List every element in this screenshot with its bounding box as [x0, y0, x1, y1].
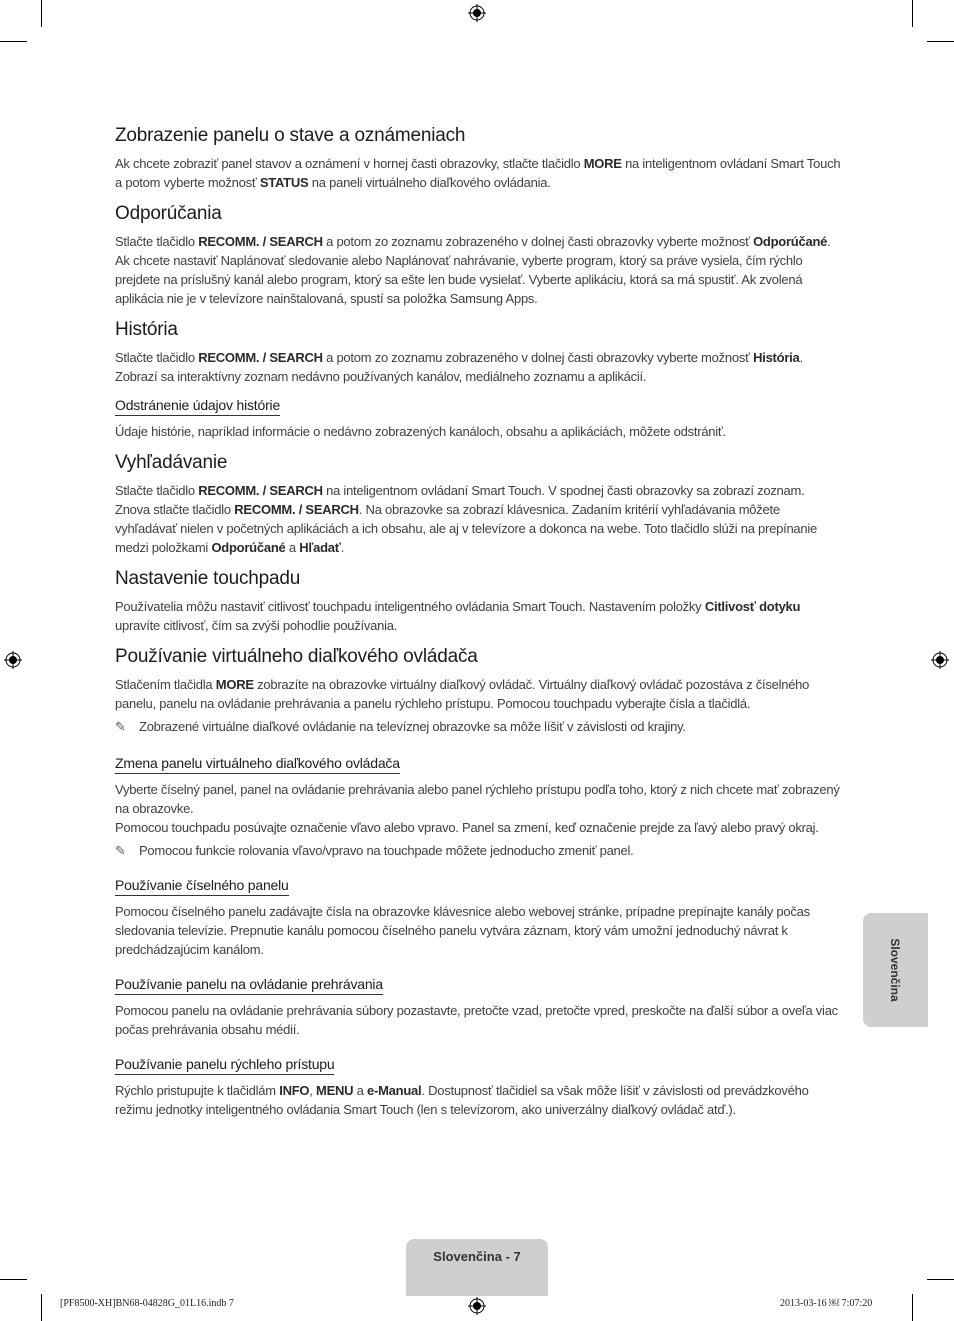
text-run: Stlačením tlačidla	[115, 677, 216, 692]
text-run: zobrazíte na obrazovke virtuálny diaľkový ovládač. Virtuálny diaľkový ovládač pozostáva z číselného panelu, panelu na ovládanie prehrávania a panelu rýchleho prístupu. Pomocou touchpadu vyberajte čísla a tlačidlá.	[115, 677, 810, 711]
key-more: MORE	[583, 156, 622, 171]
key-recomm-search: RECOMM. / SEARCH	[198, 234, 323, 249]
key-info: INFO	[279, 1083, 310, 1098]
key-recomm-search: RECOMM. / SEARCH	[198, 350, 323, 365]
crop-mark	[41, 1294, 42, 1321]
subsection-title: Používanie panelu rýchleho prístupu	[115, 1055, 334, 1075]
note-text: Zobrazené virtuálne diaľkové ovládanie na televíznej obrazovke sa môže líšiť v závislosti od krajiny.	[139, 719, 686, 734]
option-recommended: Odporúčané	[753, 234, 828, 249]
text-run: Používatelia môžu nastaviť citlivosť touchpadu inteligentného ovládania Smart Touch. Nastavením položky	[115, 599, 705, 614]
text-run: . Na obrazovke sa zobrazí klávesnica. Zadaním kritérií vyhľadávania môžete vyhľadávať nielen v početných aplikáciách a ich obsahu, ale aj v televízore a dokonca na webe. Toto tlačidlo slúži na prepínanie medzi položkami	[115, 502, 817, 555]
registration-mark-icon	[468, 4, 486, 22]
section-text	[115, 232, 841, 308]
text-run: na inteligentnom ovládaní Smart Touch a potom vyberte možnosť	[115, 156, 841, 190]
text-run: a potom zo zoznamu zobrazeného v dolnej časti obrazovky vyberte možnosť	[322, 350, 754, 365]
footer-timestamp: 2013-03-16 ￼ 7:07:20	[780, 1298, 873, 1309]
section-recommendations	[115, 202, 841, 308]
text-run: na inteligentnom ovládaní Smart Touch. V spodnej časti obrazovky sa zobrazí zoznam. Znova stlačte tlačidlo	[115, 483, 805, 517]
text-run: a	[353, 1083, 368, 1098]
pencil-note-icon: ✎	[115, 843, 126, 858]
option-recommended: Odporúčané	[211, 540, 286, 555]
key-e-manual: e-Manual	[367, 1083, 422, 1098]
subsection-text	[115, 1081, 841, 1119]
text-run: a	[285, 540, 300, 555]
subsection-title: Odstránenie údajov histórie	[115, 396, 280, 416]
subsection-text: Údaje histórie, napríklad informácie o nedávno zobrazených kanáloch, obsahu a aplikáciách, môžete odstrániť.	[115, 424, 726, 439]
subsection-text: Pomocou touchpadu posúvajte označenie vľavo alebo vpravo. Panel sa zmení, keď označenie prejde za ľavý alebo pravý okraj.	[115, 820, 819, 835]
note	[115, 841, 841, 860]
key-status: STATUS	[259, 175, 309, 190]
section-title: Nastavenie touchpadu	[115, 568, 301, 589]
section-text	[115, 481, 841, 557]
text-run: . Dostupnosť tlačidiel sa však môže líšiť v závislosti od prevádzkového režimu jednotky inteligentného ovládania Smart Touch (len s televízorom, ako univerzálny diaľkový ovládač atď.).	[115, 1083, 809, 1117]
text-run: .	[340, 540, 345, 555]
subsection-text: Pomocou číselného panelu zadávajte čísla na obrazovke klávesnice alebo webovej stránke, prípadne prepínajte kanály počas sledovania televízie. Prepnutie kanálu pomocou číselného panelu vytvára záznam, ktorý vám umožní jednoduchý návrat k predchádzajúcim kanálom.	[115, 904, 810, 957]
text-run: na paneli virtuálneho diaľkového ovládania.	[308, 175, 551, 190]
section-text	[115, 675, 841, 713]
crop-mark	[912, 0, 913, 27]
section-title: Používanie virtuálneho diaľkového ovládača	[115, 646, 478, 667]
page-number-label: Slovenčina - 7	[433, 1249, 521, 1264]
text-run: . Ak chcete nastaviť Naplánovať sledovanie alebo Naplánovať nahrávanie, vyberte program, ktorý sa práve vysiela, čím rýchlo prejdete na príslušný kanál alebo program, ktorý sa ešte len bude vysielať. Vyberte aplikáciu, ktorá sa má spustiť. Ak zvolená aplikácia nie je v televízore nainštalovaná, spustí sa položka Samsung Apps.	[115, 234, 831, 306]
subsection-text: Pomocou panelu na ovládanie prehrávania súbory pozastavte, pretočte vzad, pretočte vpred, preskočte na ďalší súbor a oveľa viac počas prehrávania obsahu médií.	[115, 1003, 838, 1037]
text-run: Stlačte tlačidlo	[115, 483, 199, 498]
crop-mark	[927, 41, 954, 42]
note	[115, 717, 841, 736]
text-run: Stlačte tlačidlo	[115, 350, 199, 365]
crop-mark	[927, 1279, 954, 1280]
section-title: Odporúčania	[115, 203, 222, 224]
section-search	[115, 451, 841, 557]
key-menu: MENU	[316, 1083, 354, 1098]
subsection-number-panel	[115, 876, 841, 959]
text-run: Ak chcete zobraziť panel stavov a oznámení v hornej časti obrazovky, stlačte tlačidlo	[115, 156, 584, 171]
crop-mark	[912, 1294, 913, 1321]
key-more: MORE	[215, 677, 254, 692]
crop-mark	[0, 41, 27, 42]
text-run: upravíte citlivosť, čím sa zvýši pohodlie používania.	[115, 618, 398, 633]
crop-mark	[41, 0, 42, 27]
section-text	[115, 597, 841, 635]
note-text: Pomocou funkcie rolovania vľavo/vpravo na touchpade môžete jednoducho zmeniť panel.	[139, 843, 634, 858]
section-history	[115, 318, 841, 441]
subsection-playback-panel	[115, 975, 841, 1039]
page-content	[115, 124, 841, 1129]
registration-mark-icon	[468, 1297, 486, 1315]
section-virtual-remote	[115, 645, 841, 1119]
text-run: . Zobrazí sa interaktívny zoznam nedávno používaných kanálov, mediálneho zoznamu a aplikácií.	[115, 350, 803, 384]
subsection-change-panel	[115, 754, 841, 860]
text-run: ,	[309, 1083, 317, 1098]
text-run: a potom zo zoznamu zobrazeného v dolnej časti obrazovky vyberte možnosť	[322, 234, 754, 249]
subsection-title: Používanie číselného panelu	[115, 876, 289, 896]
text-run: Stlačte tlačidlo	[115, 234, 199, 249]
subsection-text: Vyberte číselný panel, panel na ovládanie prehrávania alebo panel rýchleho prístupu podľa toho, ktorý z nich chcete mať zobrazený na obrazovke.	[115, 782, 840, 816]
section-title: Vyhľadávanie	[115, 452, 228, 473]
option-history: História	[753, 350, 800, 365]
language-side-tab-label: Slovenčina	[888, 938, 902, 1002]
subsection-title: Používanie panelu na ovládanie prehrávania	[115, 975, 383, 995]
text-run: Rýchlo pristupujte k tlačidlám	[115, 1083, 280, 1098]
subsection-title: Zmena panelu virtuálneho diaľkového ovládača	[115, 754, 400, 774]
section-status-panel	[115, 124, 841, 192]
section-text	[115, 348, 841, 386]
option-touch-sensitivity: Citlivosť dotyku	[704, 599, 801, 614]
language-side-tab	[863, 913, 928, 1027]
key-recomm-search: RECOMM. / SEARCH	[234, 502, 359, 517]
option-search: Hľadať	[299, 540, 341, 555]
section-text	[115, 154, 841, 192]
registration-mark-icon	[4, 651, 22, 669]
page-number-tab	[406, 1239, 548, 1296]
section-title: História	[115, 319, 178, 340]
key-recomm-search: RECOMM. / SEARCH	[198, 483, 323, 498]
section-title: Zobrazenie panelu o stave a oznámeniach	[115, 125, 466, 146]
section-touchpad-settings	[115, 567, 841, 635]
subsection-quick-access-panel	[115, 1055, 841, 1119]
crop-mark	[0, 1279, 27, 1280]
footer-file-info: [PF8500-XH]BN68-04828G_01L16.indb 7	[60, 1298, 234, 1309]
pencil-note-icon: ✎	[115, 719, 126, 734]
registration-mark-icon	[931, 651, 949, 669]
subsection-delete-history	[115, 396, 841, 441]
